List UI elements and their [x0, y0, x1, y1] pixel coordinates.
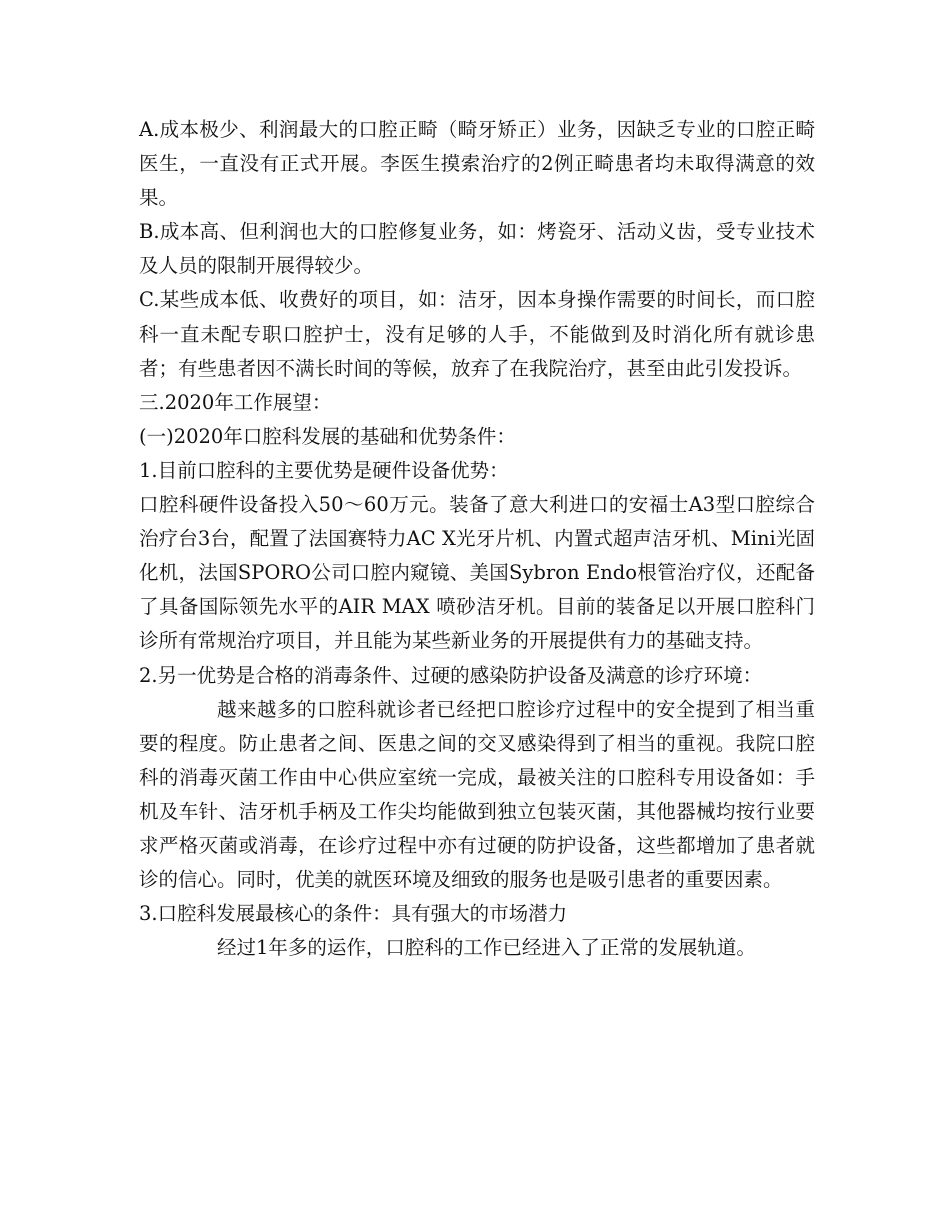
point-heading-market: 3.口腔科发展最核心的条件：具有强大的市场潜力 — [139, 902, 568, 926]
point-heading-disinfection: 2.另一优势是合格的消毒条件、过硬的感染防护设备及满意的诊疗环境： — [139, 663, 763, 687]
point-heading-hardware: 1.目前口腔科的主要优势是硬件设备优势： — [139, 458, 509, 482]
paragraph-item-c: C.某些成本低、收费好的项目，如：洁牙，因本身操作需要的时间长，而口腔科一直未配专职口腔护士，没有足够的人手，不能做到及时消化所有就诊患者；有些患者因不满长时间的等候，放弃了在我院治疗，甚至由此引发投诉。 — [139, 288, 815, 380]
paragraph-item-a: A.成本极少、利润最大的口腔正畸（畸牙矫正）业务，因缺乏专业的口腔正畸医生，一直没有正式开展。李医生摸索治疗的2例正畸患者均未取得满意的效果。 — [139, 118, 815, 210]
paragraph-disinfection: 越来越多的口腔科就诊者已经把口腔诊疗过程中的安全提到了相当重要的程度。防止患者之间、医患之间的交叉感染得到了相当的重视。我院口腔科的消毒灭菌工作由中心供应室统一完成，最被关注的口腔科专用设备如：手机及车针、洁牙机手柄及工作尖均能做到独立包装灭菌，其他器械均按行业要求严格灭菌或消毒，在诊疗过程中亦有过硬的防护设备，这些都增加了患者就诊的信心。同时，优美的就医环境及细致的服务也是吸引患者的重要因素。 — [139, 697, 815, 892]
paragraph-item-b: B.成本高、但利润也大的口腔修复业务，如：烤瓷牙、活动义齿，受专业技术及人员的限制开展得较少。 — [139, 220, 815, 278]
paragraph-hardware: 口腔科硬件设备投入50～60万元。装备了意大利进口的安福士A3型口腔综合治疗台3台，配置了法国赛特力AC X光牙片机、内置式超声洁牙机、Mini光固化机，法国SPORO公司口腔内窥镜、美国Sybron Endo根管治疗仪，还配备了具备国际领先水平的AIR MAX 喷砂洁牙机。目前的装备足以开展口腔科门诊所有常规治疗项目，并且能为某些新业务的开展提供有力的基础支持。 — [139, 493, 815, 653]
document-body — [139, 113, 815, 965]
subsection-heading-foundation: (一)2020年口腔科发展的基础和优势条件： — [139, 424, 516, 448]
paragraph-market: 经过1年多的运作，口腔科的工作已经进入了正常的发展轨道。 — [217, 936, 756, 960]
section-heading-outlook: 三.2020年工作展望： — [139, 390, 332, 414]
